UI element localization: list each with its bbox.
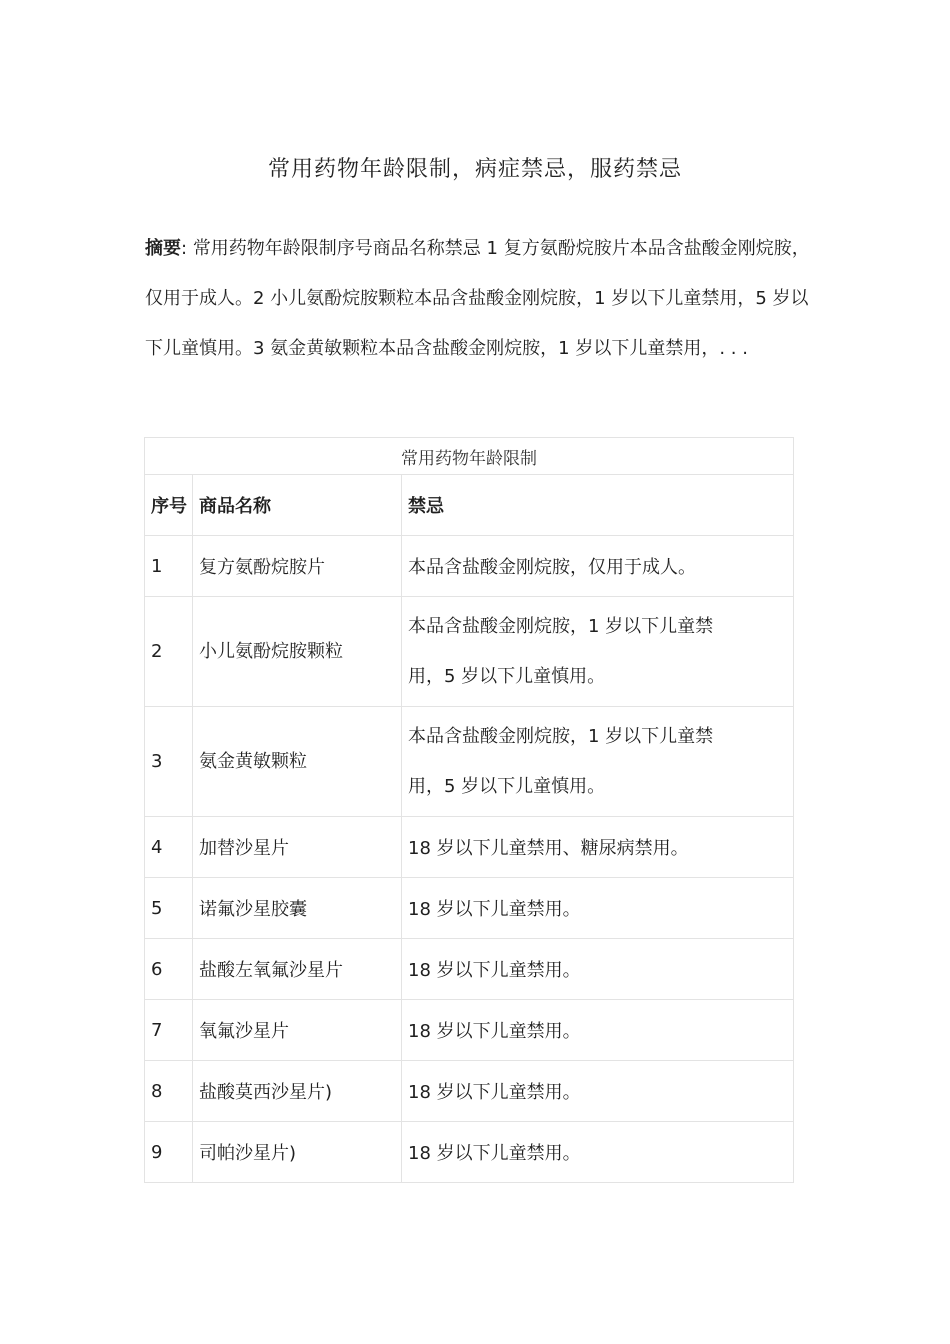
table-caption-row bbox=[145, 438, 794, 475]
row-product-name: 小儿氨酚烷胺颗粒 bbox=[193, 597, 402, 707]
table-row bbox=[145, 939, 794, 1000]
page-title: 常用药物年龄限制，病症禁忌，服药禁忌 bbox=[267, 157, 682, 182]
row-number: 5 bbox=[145, 878, 193, 939]
row-product-name: 氨金黄敏颗粒 bbox=[193, 707, 402, 817]
row-product-name: 盐酸莫西沙星片) bbox=[193, 1061, 402, 1122]
age-limit-table bbox=[144, 437, 794, 1183]
table-row bbox=[145, 1122, 794, 1183]
row-contraindication: 18 岁以下儿童禁用、糖尿病禁用。 bbox=[402, 817, 794, 878]
row-product-name: 盐酸左氧氟沙星片 bbox=[193, 939, 402, 1000]
table-row bbox=[145, 536, 794, 597]
row-number: 2 bbox=[145, 597, 193, 707]
row-contraindication: 本品含盐酸金刚烷胺，仅用于成人。 bbox=[402, 536, 794, 597]
row-product-name: 加替沙星片 bbox=[193, 817, 402, 878]
row-contraindication bbox=[402, 597, 794, 707]
contraindication-line: 本品含盐酸金刚烷胺，1 岁以下儿童禁 bbox=[408, 615, 714, 637]
contraindication-line: 用，5 岁以下儿童慎用。 bbox=[408, 775, 606, 797]
row-contraindication: 18 岁以下儿童禁用。 bbox=[402, 878, 794, 939]
table-header-row bbox=[145, 475, 794, 536]
table-row bbox=[145, 1000, 794, 1061]
header-product-name: 商品名称 bbox=[193, 475, 402, 536]
row-number: 4 bbox=[145, 817, 193, 878]
row-contraindication: 18 岁以下儿童禁用。 bbox=[402, 939, 794, 1000]
abstract-separator: : bbox=[181, 238, 188, 259]
table-row bbox=[145, 707, 794, 817]
row-contraindication: 18 岁以下儿童禁用。 bbox=[402, 1061, 794, 1122]
row-number: 3 bbox=[145, 707, 193, 817]
row-number: 7 bbox=[145, 1000, 193, 1061]
contraindication-line: 本品含盐酸金刚烷胺，1 岁以下儿童禁 bbox=[408, 725, 714, 747]
row-product-name: 诺氟沙星胶囊 bbox=[193, 878, 402, 939]
table-row bbox=[145, 1061, 794, 1122]
row-number: 9 bbox=[145, 1122, 193, 1183]
row-contraindication bbox=[402, 707, 794, 817]
row-number: 8 bbox=[145, 1061, 193, 1122]
row-number: 1 bbox=[145, 536, 193, 597]
header-contraindication: 禁忌 bbox=[402, 475, 794, 536]
row-contraindication: 18 岁以下儿童禁用。 bbox=[402, 1000, 794, 1061]
row-contraindication: 18 岁以下儿童禁用。 bbox=[402, 1122, 794, 1183]
abstract-paragraph bbox=[145, 224, 810, 374]
row-product-name: 司帕沙星片) bbox=[193, 1122, 402, 1183]
row-number: 6 bbox=[145, 939, 193, 1000]
table-caption: 常用药物年龄限制 bbox=[145, 438, 794, 475]
row-product-name: 氧氟沙星片 bbox=[193, 1000, 402, 1061]
table-row bbox=[145, 878, 794, 939]
table-row bbox=[145, 817, 794, 878]
abstract-label: 摘要 bbox=[145, 238, 181, 259]
abstract-text: 常用药物年龄限制序号商品名称禁忌 1 复方氨酚烷胺片本品含盐酸金刚烷胺，仅用于成人。2 小儿氨酚烷胺颗粒本品含盐酸金刚烷胺，1 岁以下儿童禁用，5 岁以下儿童慎用。3 氨金黄敏颗粒本品含盐酸金刚烷胺，1 岁以下儿童禁用，. . . bbox=[145, 238, 810, 359]
contraindication-line: 用，5 岁以下儿童慎用。 bbox=[408, 665, 606, 687]
table-row bbox=[145, 597, 794, 707]
row-product-name: 复方氨酚烷胺片 bbox=[193, 536, 402, 597]
header-number: 序号 bbox=[145, 475, 193, 536]
